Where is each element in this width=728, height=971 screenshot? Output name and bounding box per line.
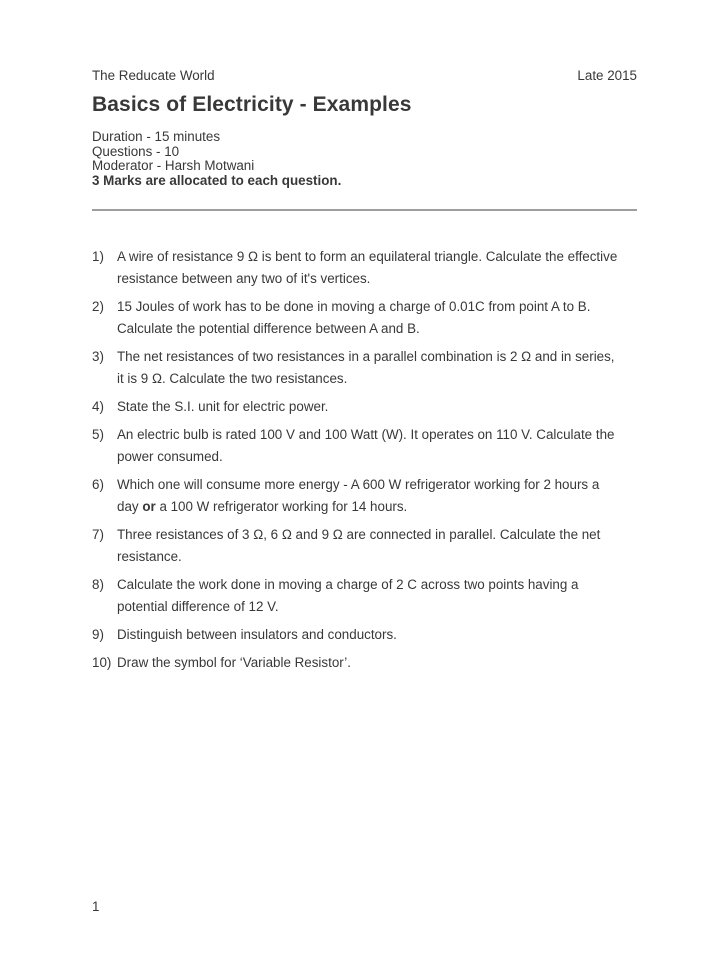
header-publisher: The Reducate World (92, 68, 215, 83)
question-number: 8) (92, 577, 104, 593)
header-date: Late 2015 (577, 68, 637, 83)
question-text: Which one will consume more energy - A 600 W refrigerator working for 2 hours a day or a 100 W refrigerator working for 14 hours. (117, 477, 600, 515)
question-number: 9) (92, 627, 104, 643)
question-number: 2) (92, 299, 104, 315)
question-item (92, 296, 637, 340)
meta-marks-note: 3 Marks are allocated to each question. (92, 172, 342, 188)
question-text: State the S.I. unit for electric power. (117, 399, 329, 415)
question-item (92, 524, 637, 568)
question-text: Three resistances of 3 Ω, 6 Ω and 9 Ω are connected in parallel. Calculate the net resistance. (117, 527, 601, 565)
page-number: 1 (92, 899, 100, 914)
question-number: 6) (92, 477, 104, 493)
question-number: 3) (92, 349, 104, 365)
page-title: Basics of Electricity - Examples (92, 93, 412, 116)
question-text: An electric bulb is rated 100 V and 100 Watt (W). It operates on 110 V. Calculate the power consumed. (117, 427, 615, 465)
question-item (92, 574, 637, 618)
question-item (92, 246, 637, 290)
question-item (92, 474, 637, 518)
question-number: 10) (92, 655, 112, 671)
question-item (92, 424, 637, 468)
question-text: Calculate the work done in moving a charge of 2 C across two points having a potential difference of 12 V. (117, 577, 579, 615)
question-text: 15 Joules of work has to be done in moving a charge of 0.01C from point A to B. Calculate the potential difference between A and B. (117, 299, 591, 337)
document-header (92, 68, 637, 84)
meta-moderator: Moderator - Harsh Motwani (92, 158, 255, 174)
question-text: A wire of resistance 9 Ω is bent to form an equilateral triangle. Calculate the effective resistance between any two of it's vertices. (117, 249, 618, 287)
question-text: Draw the symbol for ‘Variable Resistor’. (117, 655, 351, 671)
question-text: The net resistances of two resistances in a parallel combination is 2 Ω and in series, it is 9 Ω. Calculate the two resistances. (117, 349, 615, 387)
question-item (92, 624, 637, 646)
question-number: 4) (92, 399, 104, 415)
question-item (92, 346, 637, 390)
meta-block (92, 130, 637, 188)
divider (92, 209, 637, 211)
meta-duration: Duration - 15 minutes (92, 129, 221, 144)
question-number: 5) (92, 427, 104, 443)
meta-question-count: Questions - 10 (92, 143, 180, 159)
question-item (92, 652, 637, 674)
question-text: Distinguish between insulators and conductors. (117, 627, 397, 643)
question-item (92, 396, 637, 418)
question-number: 1) (92, 249, 104, 265)
question-number: 7) (92, 527, 104, 543)
question-list (92, 246, 637, 674)
